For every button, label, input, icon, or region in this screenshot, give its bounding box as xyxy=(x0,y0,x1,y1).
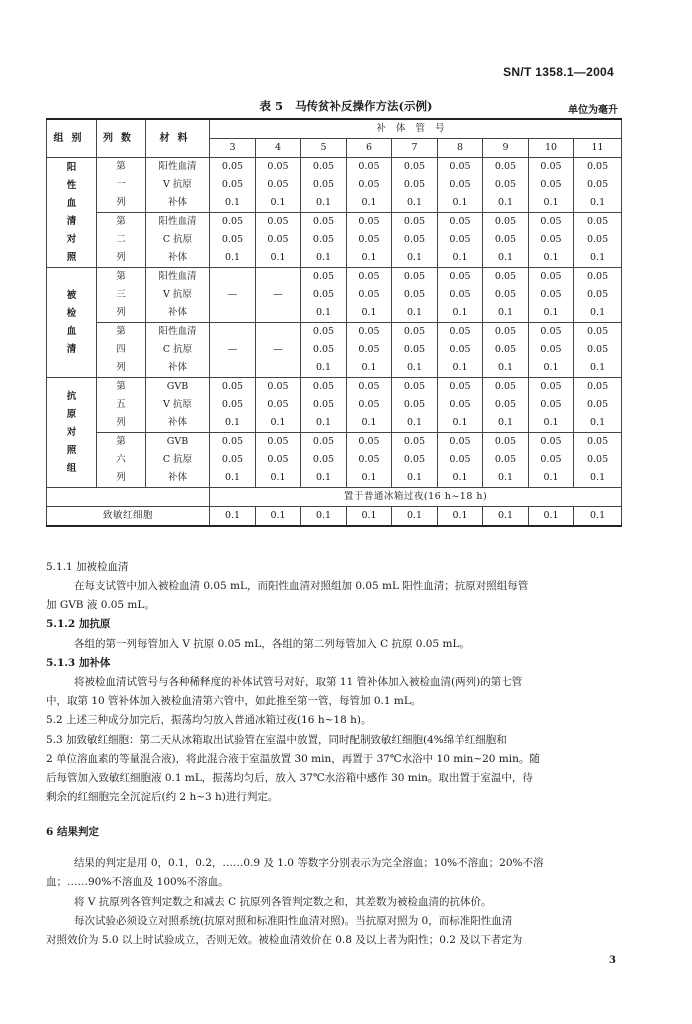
s512-paragraph: 各组的第一列每管加入 V 抗原 0.05 mL，各组的第二列每管加入 C 抗原 0.05 mL。 xyxy=(74,638,470,650)
sensitized-value: 0.1 xyxy=(256,507,301,527)
tube-number: 11 xyxy=(574,139,622,158)
header-row xyxy=(47,119,622,139)
materials-cell xyxy=(146,433,210,488)
tube-number: 6 xyxy=(347,139,392,158)
table-row xyxy=(47,433,622,488)
value-cell: 0.05 0.05 0.1 xyxy=(529,323,574,378)
column-label xyxy=(97,268,146,323)
material-name: C 抗原 xyxy=(162,234,193,245)
value-cell: 0.05 0.05 0.1 xyxy=(574,213,622,268)
tube-number: 10 xyxy=(529,139,574,158)
value-cell: 0.05 0.05 0.1 xyxy=(574,433,622,488)
materials-cell xyxy=(146,323,210,378)
sensitized-value: 0.1 xyxy=(483,507,529,527)
tube-number: 5 xyxy=(301,139,347,158)
table-unit: 单位为毫升 xyxy=(568,105,618,116)
value-cell: 0.05 0.05 0.1 xyxy=(392,268,438,323)
material-name: 补体 xyxy=(167,417,187,428)
column-label-text: 第五列 xyxy=(116,381,126,428)
value-cell: 0.05 0.05 0.1 xyxy=(574,378,622,433)
value-cell: 0.05 0.05 0.1 xyxy=(301,433,347,488)
column-label xyxy=(97,158,146,213)
value-cell: 0.05 0.05 0.1 xyxy=(529,158,574,213)
value-cell: 0.05 0.05 0.1 xyxy=(483,433,529,488)
value-cell: 0.05 0.05 0.1 xyxy=(438,433,483,488)
value-cell: 0.05 0.05 0.1 xyxy=(438,323,483,378)
s52-paragraph: 5.2 上述三种成分加完后，振荡均匀放入普通冰箱过夜(16 h~18 h)。 xyxy=(46,714,372,726)
value-cell: 0.05 0.05 0.1 xyxy=(301,213,347,268)
sensitized-value: 0.1 xyxy=(347,507,392,527)
value-cell: 0.05 0.05 0.1 xyxy=(574,323,622,378)
material-name: 阳性血清 xyxy=(158,271,197,282)
value-cell: 0.05 0.05 0.1 xyxy=(301,268,347,323)
tube-number: 7 xyxy=(392,139,438,158)
value-cell: 0.05 0.05 0.1 xyxy=(529,378,574,433)
column-label-text: 第四列 xyxy=(116,326,126,373)
column-label-text: 第三列 xyxy=(116,271,126,318)
value-cell: 0.05 0.05 0.1 xyxy=(301,323,347,378)
value-cell: 0.05 0.05 0.1 xyxy=(210,378,256,433)
s53-paragraph-line3: 后每管加入致敏红细胞液 0.1 mL，振荡均匀后，放入 37℃水浴箱中感作 30 min。取出置于室温中，待 xyxy=(46,772,533,784)
table-row xyxy=(47,158,622,213)
material-name: GVB xyxy=(166,436,189,447)
header-material: 材料 xyxy=(146,119,210,158)
value-cell: 0.05 0.05 0.1 xyxy=(529,433,574,488)
group-label-text: 被检血清 xyxy=(66,289,77,355)
incubation-blank xyxy=(47,488,210,507)
s513-paragraph-line1: 将被检血清试管号与各种稀释度的补体试管号对好，取第 11 管补体加入被检血清(两列)的第七管 xyxy=(74,676,523,688)
materials-cell xyxy=(146,268,210,323)
value-cell: 0.05 0.05 0.1 xyxy=(347,268,392,323)
group-label-text: 阳性血清对照 xyxy=(66,161,77,263)
table-number: 表 5 xyxy=(259,99,284,113)
column-label xyxy=(97,213,146,268)
group-label xyxy=(47,378,97,488)
material-name: 阳性血清 xyxy=(158,326,197,337)
value-cell: 0.05 0.05 0.1 xyxy=(392,378,438,433)
s6-paragraph-line5: 对照效价为 5.0 以上时试验成立，否则无效。被检血清效价在 0.8 及以上者为阳性；0.2 及以下者定为 xyxy=(46,934,523,946)
value-cell: — xyxy=(256,323,301,378)
sensitized-label: 致敏红细胞 xyxy=(47,507,210,527)
s511-paragraph-line1: 在每支试管中加入被检血清 0.05 mL，而阳性血清对照组加 0.05 mL 阳性血清；抗原对照组每管 xyxy=(74,580,529,592)
value-cell: 0.05 0.05 0.1 xyxy=(483,378,529,433)
incubation-note: 置于普通冰箱过夜(16 h~18 h) xyxy=(210,488,622,507)
value-cell: 0.05 0.05 0.1 xyxy=(210,158,256,213)
material-name: 补体 xyxy=(167,307,187,318)
value-cell: — xyxy=(210,323,256,378)
value-cell: 0.05 0.05 0.1 xyxy=(483,158,529,213)
table-title: 马传贫补反操作方法(示例) xyxy=(295,99,433,113)
value-cell: 0.05 0.05 0.1 xyxy=(347,158,392,213)
value-cell: 0.05 0.05 0.1 xyxy=(210,213,256,268)
material-name: 阳性血清 xyxy=(158,161,197,172)
group-label xyxy=(47,268,97,378)
material-name: V 抗原 xyxy=(163,289,192,300)
value-cell: 0.05 0.05 0.1 xyxy=(483,268,529,323)
materials-cell xyxy=(146,158,210,213)
value-cell: 0.05 0.05 0.1 xyxy=(210,433,256,488)
materials-cell xyxy=(146,213,210,268)
material-name: C 抗原 xyxy=(162,454,193,465)
value-cell: 0.05 0.05 0.1 xyxy=(301,158,347,213)
group-label xyxy=(47,158,97,268)
table-row xyxy=(47,213,622,268)
value-cell: 0.05 0.05 0.1 xyxy=(392,213,438,268)
sensitized-row xyxy=(47,507,622,527)
sensitized-value: 0.1 xyxy=(438,507,483,527)
column-label-text: 第二列 xyxy=(116,216,126,263)
sensitized-value: 0.1 xyxy=(392,507,438,527)
group-label-text: 抗原对照组 xyxy=(66,390,77,474)
tube-number: 3 xyxy=(210,139,256,158)
material-name: GVB xyxy=(166,381,189,392)
value-cell: 0.05 0.05 0.1 xyxy=(347,323,392,378)
value-cell: 0.05 0.05 0.1 xyxy=(483,323,529,378)
column-label-text: 第一列 xyxy=(116,161,126,208)
table-row xyxy=(47,378,622,433)
value-cell: 0.05 0.05 0.1 xyxy=(256,158,301,213)
value-cell: 0.05 0.05 0.1 xyxy=(529,213,574,268)
value-cell: 0.05 0.05 0.1 xyxy=(574,268,622,323)
material-name: 补体 xyxy=(167,472,187,483)
s513-paragraph-line2: 中，取第 10 管补体加入被检血清第六管中，如此推至第一管，每管加 0.1 mL。 xyxy=(46,695,422,707)
value-cell: 0.05 0.05 0.1 xyxy=(347,433,392,488)
value-cell: 0.05 0.05 0.1 xyxy=(574,158,622,213)
material-name: 补体 xyxy=(167,197,187,208)
s53-paragraph-line4: 剩余的红细胞完全沉淀后(约 2 h~3 h)进行判定。 xyxy=(46,791,279,803)
value-cell: 0.05 0.05 0.1 xyxy=(438,268,483,323)
column-label xyxy=(97,378,146,433)
table-row xyxy=(47,323,622,378)
value-cell: 0.05 0.05 0.1 xyxy=(256,213,301,268)
s6-paragraph-line1: 结果的判定是用 0，0.1，0.2，……0.9 及 1.0 等数字分别表示为完全溶血；10%不溶血；20%不溶 xyxy=(74,857,544,869)
procedure-table xyxy=(46,118,622,527)
value-cell: 0.05 0.05 0.1 xyxy=(483,213,529,268)
value-cell: — xyxy=(210,268,256,323)
page-number: 3 xyxy=(609,955,616,966)
column-label-text: 第六列 xyxy=(116,436,126,483)
tube-number: 8 xyxy=(438,139,483,158)
material-name: 补体 xyxy=(167,362,187,373)
sensitized-value: 0.1 xyxy=(529,507,574,527)
value-cell: 0.05 0.05 0.1 xyxy=(392,158,438,213)
value-cell: 0.05 0.05 0.1 xyxy=(529,268,574,323)
table-row xyxy=(47,268,622,323)
value-cell: 0.05 0.05 0.1 xyxy=(438,378,483,433)
material-name: C 抗原 xyxy=(162,344,193,355)
value-cell: 0.05 0.05 0.1 xyxy=(438,158,483,213)
materials-cell xyxy=(146,378,210,433)
s53-paragraph-line2: 2 单位溶血素的等量混合液)，将此混合液于室温放置 30 min，再置于 37℃水浴中 10 min~20 min。随 xyxy=(46,753,540,765)
value-cell: 0.05 0.05 0.1 xyxy=(301,378,347,433)
s6-paragraph-line2: 血；……90%不溶血及 100%不溶血。 xyxy=(46,876,229,888)
value-cell: 0.05 0.05 0.1 xyxy=(347,213,392,268)
value-cell: 0.05 0.05 0.1 xyxy=(347,378,392,433)
standard-code: SN/T 1358.1—2004 xyxy=(503,65,614,79)
s512-title: 5.1.2 加抗原 xyxy=(46,618,111,630)
s6-paragraph-line3: 将 V 抗原列各管判定数之和减去 C 抗原列各管判定数之和，其差数为被检血清的抗体价。 xyxy=(74,896,492,908)
header-tube-no: 补体管号 xyxy=(210,119,622,139)
tube-number: 4 xyxy=(256,139,301,158)
value-cell: 0.05 0.05 0.1 xyxy=(438,213,483,268)
value-cell: 0.05 0.05 0.1 xyxy=(256,433,301,488)
material-name: 补体 xyxy=(167,252,187,263)
material-name: 阳性血清 xyxy=(158,216,197,227)
s511-paragraph-line2: 加 GVB 液 0.05 mL。 xyxy=(46,599,155,611)
s6-paragraph-line4: 每次试验必须设立对照系统(抗原对照和标准阳性血清对照)。当抗原对照为 0，而标准阳性血清 xyxy=(74,915,513,927)
sensitized-value: 0.1 xyxy=(574,507,622,527)
header-group: 组别 xyxy=(47,119,97,158)
tube-number: 9 xyxy=(483,139,529,158)
sensitized-value: 0.1 xyxy=(210,507,256,527)
value-cell: — xyxy=(256,268,301,323)
sensitized-value: 0.1 xyxy=(301,507,347,527)
column-label xyxy=(97,323,146,378)
header-column-no: 列数 xyxy=(97,119,146,158)
material-name: V 抗原 xyxy=(163,399,192,410)
material-name: V 抗原 xyxy=(163,179,192,190)
value-cell: 0.05 0.05 0.1 xyxy=(392,433,438,488)
value-cell: 0.05 0.05 0.1 xyxy=(392,323,438,378)
s53-paragraph-line1: 5.3 加致敏红细胞：第二天从冰箱取出试验管在室温中放置，同时配制致敏红细胞(4%绵羊红细胞和 xyxy=(46,734,507,746)
s513-title: 5.1.3 加补体 xyxy=(46,657,111,669)
s6-title: 6 结果判定 xyxy=(46,826,99,838)
column-label xyxy=(97,433,146,488)
value-cell: 0.05 0.05 0.1 xyxy=(256,378,301,433)
s511-title: 5.1.1 加被检血清 xyxy=(46,561,129,573)
incubation-row xyxy=(47,488,622,507)
